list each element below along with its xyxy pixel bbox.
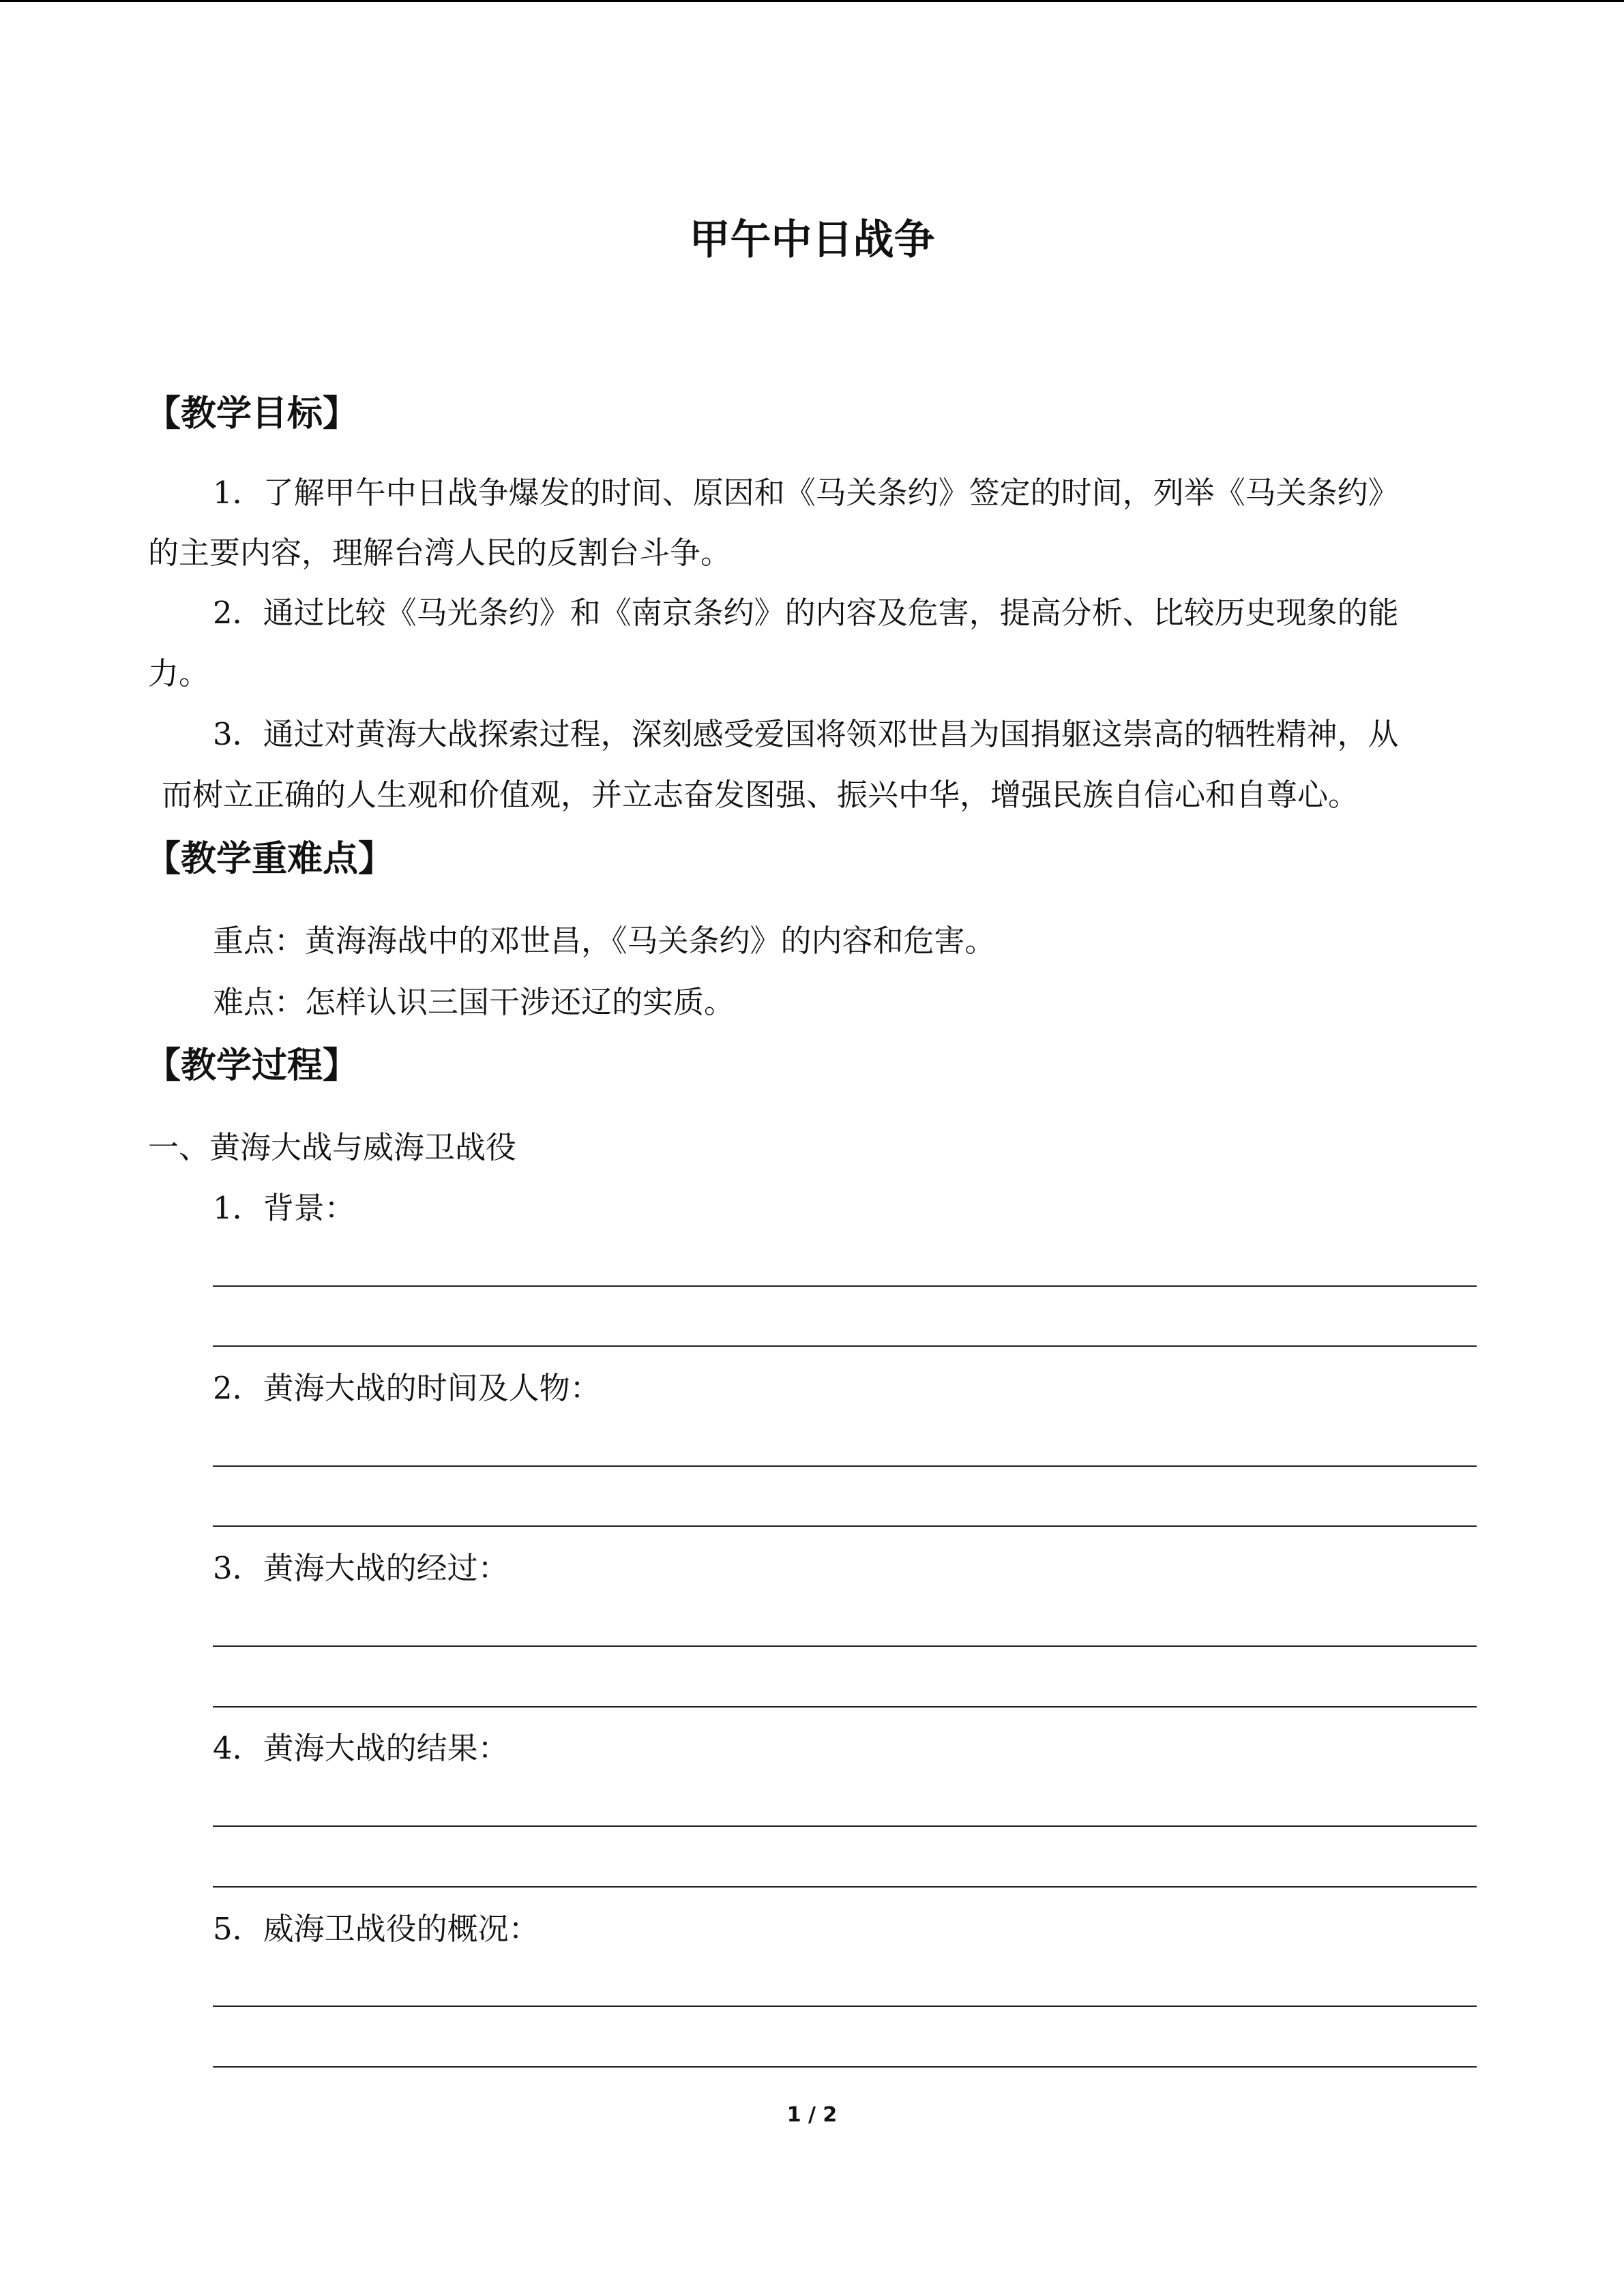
key-points-heading: 【教学重难点】 <box>145 839 394 880</box>
answer-line[interactable] <box>213 2006 1477 2007</box>
objective-1-line-2: 的主要内容，理解台湾人民的反割台斗争。 <box>148 535 732 571</box>
page-top-border <box>0 0 1624 2</box>
question-1-label: 1．背景： <box>213 1190 355 1226</box>
objective-1-line-1: 1．了解甲午中日战争爆发的时间、原因和《马关条约》签定的时间，列举《马关条约》 <box>213 475 1399 511</box>
question-2-label: 2．黄海大战的时间及人物： <box>213 1370 601 1406</box>
question-3-label: 3．黄海大战的经过： <box>213 1550 509 1586</box>
objectives-heading: 【教学目标】 <box>145 393 359 434</box>
process-heading: 【教学过程】 <box>145 1045 359 1086</box>
answer-line[interactable] <box>213 2066 1477 2068</box>
question-4-label: 4．黄海大战的结果： <box>213 1730 509 1766</box>
page-number: 1 / 2 <box>786 2103 838 2127</box>
objective-3-line-1: 3．通过对黄海大战探索过程，深刻感受爱国将领邓世昌为国捐躯这崇高的牺牲精神，从 <box>213 716 1399 752</box>
answer-line[interactable] <box>213 1645 1477 1647</box>
key-point-text: 重点：黄海海战中的邓世昌，《马关条约》的内容和危害。 <box>213 923 996 959</box>
question-5-label: 5．威海卫战役的概况： <box>213 1911 540 1947</box>
answer-line[interactable] <box>213 1886 1477 1888</box>
answer-line[interactable] <box>213 1285 1477 1287</box>
objective-2-line-2: 力。 <box>148 655 210 691</box>
difficult-point-text: 难点：怎样认识三国干涉还辽的实质。 <box>213 984 735 1020</box>
document-title: 甲午中日战争 <box>689 216 935 264</box>
part-1-title: 一、黄海大战与威海卫战役 <box>148 1129 517 1165</box>
objective-3-line-2: 而树立正确的人生观和价值观，并立志奋发图强、振兴中华，增强民族自信心和自尊心。 <box>162 777 1359 813</box>
answer-line[interactable] <box>213 1465 1477 1467</box>
answer-line[interactable] <box>213 1706 1477 1708</box>
answer-line[interactable] <box>213 1345 1477 1347</box>
objective-2-line-1: 2．通过比较《马光条约》和《南京条约》的内容及危害，提高分析、比较历史现象的能 <box>213 595 1399 631</box>
answer-line[interactable] <box>213 1825 1477 1827</box>
answer-line[interactable] <box>213 1525 1477 1527</box>
